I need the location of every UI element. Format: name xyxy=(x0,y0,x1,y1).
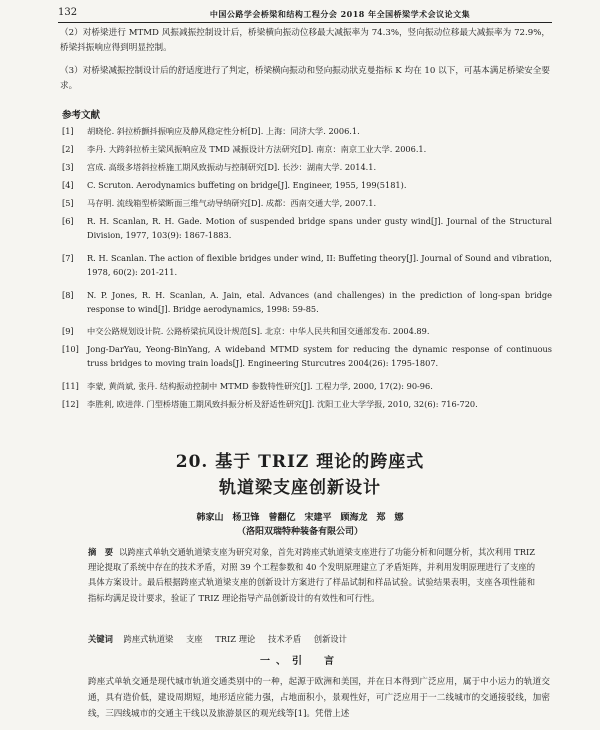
reference-number: [6] xyxy=(62,216,74,226)
keywords xyxy=(88,632,357,646)
reference-text: 李丹. 大跨斜拉桥主梁风振响应及 TMD 减振设计方法研究[D]. 南京：南京工业大学. 2006.1. xyxy=(87,144,427,154)
reference-text: R. H. Scanlan. The action of flexible bridges under wind, II: Buffeting theory[J]. Journal of Sound and vibration, 1978, 60(2): 201-211. xyxy=(87,253,552,278)
keyword: 跨座式轨道梁 xyxy=(123,634,174,644)
author-list: 韩家山 杨卫锋 曾翻亿 宋建平 顾海龙 郑 娜 xyxy=(196,513,404,523)
reference-text: N. P. Jones, R. H. Scanlan, A. Jain, etal. Advances (and challenges) in the prediction of long-span bridge response to wind[J]. Bridge aerodynamics, 1998: 59-85. xyxy=(87,290,552,315)
reference-number: [3] xyxy=(62,162,74,172)
keyword: 支座 xyxy=(185,634,203,644)
reference-number: [11] xyxy=(62,381,79,391)
abstract xyxy=(88,545,535,606)
running-header xyxy=(58,6,552,23)
reference-number: [10] xyxy=(62,344,79,354)
keyword: 技术矛盾 xyxy=(267,634,302,644)
author-affiliation: （洛阳双瑞特种装备有限公司） xyxy=(236,527,363,537)
running-title: 中国公路学会桥梁和结构工程分会 2018 年全国桥梁学术会议论文集 xyxy=(209,9,471,19)
reference-text: C. Scruton. Aerodynamics buffeting on bridge[J]. Engineer, 1955, 199(5181). xyxy=(87,180,407,190)
reference-text: 宫成. 高级多塔斜拉桥施工期风致振动与控制研究[D]. 长沙：湖南大学. 2014.1. xyxy=(87,162,377,172)
abstract-text: 以跨座式单轨交通轨道梁支座为研究对象，首先对跨座式轨道梁支座进行了功能分析和问题分析，其次利用 TRIZ 理论提取了系统中存在的技术矛盾，对照 39 个工程参数和 40 个发明原理建立了矛盾矩阵，并利用发明原理进行了支座的具体方案设计。最后根据跨座式轨道梁支座的创新设计方案进行了样品试制和样品试验。试验结果表明，支座各项性能和指标均满足设计要求，验证了 TRIZ 理论指导产品创新设计的有效性和可行性。 xyxy=(88,547,535,603)
reference-number: [12] xyxy=(62,399,79,409)
reference-number: [4] xyxy=(62,180,74,190)
reference-text: 马存明. 流线箱型桥梁断面三维气动导纳研究[D]. 成都：西南交通大学, 2007.1. xyxy=(87,198,377,208)
reference-number: [1] xyxy=(62,126,74,136)
reference-number: [9] xyxy=(62,326,74,336)
keyword: TRIZ 理论 xyxy=(215,634,256,644)
page-number: 132 xyxy=(58,7,78,18)
reference-number: [7] xyxy=(62,253,74,263)
reference-text: 中交公路规划设计院. 公路桥梁抗风设计规范[S]. 北京：中华人民共和国交通部发布. 2004.89. xyxy=(87,326,430,336)
introduction-paragraph: 跨座式单轨交通是现代城市轨道交通类别中的一种，起源于欧洲和美国，并在日本得到广泛应用，属于中小运力的轨道交通，具有造价低，建设周期短，地形适应能力强，占地面积小，景观性好，可广泛应用于一二线城市的交通接驳线，加密线，三四线城市的交通主干线以及旅游景区的观光线等[1]。凭借上述 xyxy=(88,677,550,719)
reference-text: 李胜利, 欧进萍. 门型桥塔施工期风致抖振分析及舒适性研究[J]. 沈阳工业大学学报, 2010, 32(6): 716-720. xyxy=(87,399,478,409)
section-heading: 一、引 言 xyxy=(260,656,340,667)
keywords-label: 关键词 xyxy=(88,634,113,644)
keyword: 创新设计 xyxy=(313,634,347,644)
reference-text: R. H. Scanlan, R. H. Gade. Motion of suspended bridge spans under gusty wind[J]. Journal of the Structural Division, 1977, 103(9): 1867-1883. xyxy=(87,216,552,241)
references-heading: 参考文献 xyxy=(62,110,101,121)
conclusion-item-3: （3）对桥梁减振控制设计后的舒适度进行了判定，桥梁横向振动和竖向振动狀克曼指标 K 均在 10 以下，可基本满足桥梁安全要求。 xyxy=(60,66,550,91)
reference-number: [5] xyxy=(62,198,74,208)
reference-number: [2] xyxy=(62,144,74,154)
article-title-line-2: 轨道梁支座创新设计 xyxy=(219,478,381,498)
reference-number: [8] xyxy=(62,290,74,300)
reference-text: 胡晓伦. 斜拉桥颤抖振响应及静风稳定性分析[D]. 上海：同济大学. 2006.1. xyxy=(87,126,360,136)
reference-text: Jong-DarYau, Yeong-BinYang, A wideband MTMD system for reducing the dynamic response of continuous truss bridges to moving train loads[J]. Engineering Sturcutres 2004(26): 1795-1807. xyxy=(87,344,552,369)
conclusion-item-2: （2）对桥梁进行 MTMD 风振减振控制设计后，桥梁横向振动位移最大减振率为 74.3%，竖向振动位移最大减振率为 72.9%，桥梁抖振响应得到明显控制。 xyxy=(60,28,550,53)
article-title-line-1: 20. 基于 TRIZ 理论的跨座式 xyxy=(175,452,425,472)
abstract-label: 摘 要 xyxy=(88,547,114,557)
reference-text: 李蒙, 黄尚斌, 张丹. 结构振动控制中 MTMD 参数特性研究[J]. 工程力学, 2000, 17(2): 90-96. xyxy=(87,381,433,391)
